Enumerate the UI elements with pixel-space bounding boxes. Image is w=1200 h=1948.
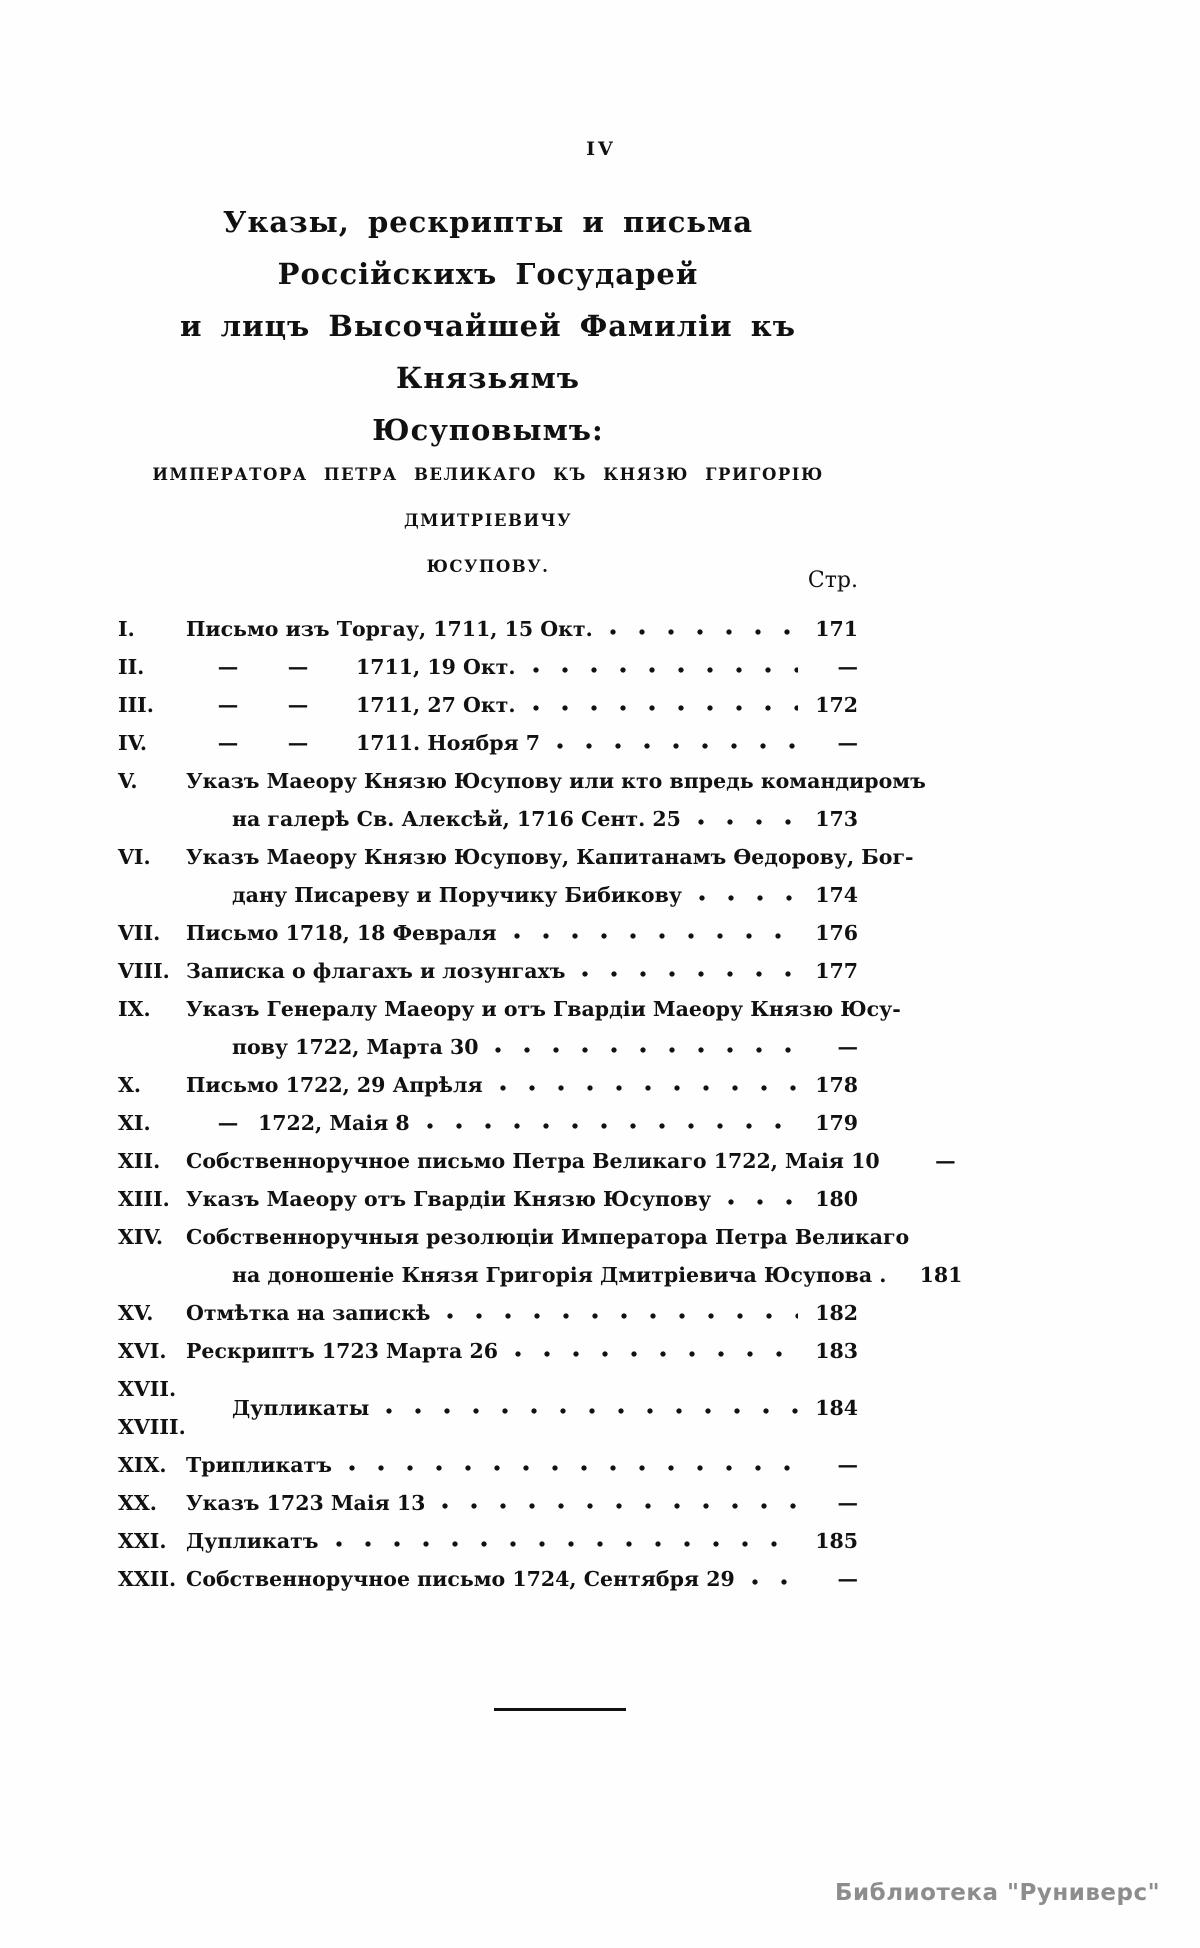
dot-leader <box>441 1502 798 1510</box>
subsection-title-line: ЮСУПОВУ. <box>426 557 550 576</box>
toc-entry-line <box>186 1104 858 1142</box>
toc-entry <box>118 724 858 762</box>
library-watermark: Библиотека "Руниверс" <box>835 1880 1161 1906</box>
toc-entry-line <box>186 1028 858 1066</box>
toc-entry-title: на доношеніе Князя Григорія Дмитріевича Юсупова . <box>232 1263 887 1287</box>
toc-entry-numeral <box>118 838 186 914</box>
toc-entry-page: 174 <box>815 883 858 907</box>
toc-entry-title: на галерѣ Св. Алексѣй, 1716 Сент. 25 <box>232 807 681 831</box>
toc-entry-line <box>186 762 926 800</box>
roman-numeral: XVIII. <box>118 1415 186 1439</box>
toc-entry-title: Указъ Маеору отъ Гвардіи Князю Юсупову <box>186 1187 712 1211</box>
toc-entry-numeral <box>118 1104 186 1142</box>
roman-numeral: XV. <box>118 1301 154 1325</box>
toc-entry-page: 180 <box>815 1187 858 1211</box>
toc-entry <box>118 1294 858 1332</box>
toc-entry-body <box>186 1066 858 1104</box>
toc-entry-title: Письмо 1722, 29 Апрѣля <box>186 1073 483 1097</box>
toc-entry-page: — <box>837 655 858 679</box>
roman-numeral: XXII. <box>118 1567 177 1591</box>
ditto-dash: — <box>217 655 239 679</box>
toc-entry-body <box>186 952 858 990</box>
toc-entry <box>118 1142 956 1180</box>
toc-entry <box>118 1560 858 1598</box>
roman-numeral: VI. <box>118 845 151 869</box>
toc-entry-numeral <box>118 1142 186 1180</box>
toc-entry-numeral <box>118 1294 186 1332</box>
section-title-line: Указы, рескрипты и письма Россійскихъ Государей <box>222 205 754 291</box>
toc-entry-page: — <box>935 1149 956 1173</box>
toc-entry-numeral <box>118 990 186 1066</box>
toc-entry-page: 173 <box>815 807 858 831</box>
toc-entry-title: Записка о флагахъ и лозунгахъ <box>186 959 566 983</box>
toc-entry-body <box>186 724 858 762</box>
roman-numeral: XIV. <box>118 1225 163 1249</box>
toc-entry-numeral <box>118 1522 186 1560</box>
dot-leader <box>532 666 799 674</box>
toc-entry-page: — <box>837 1567 858 1591</box>
toc-entry-title: Собственноручныя резолюціи Императора Петра Великаго <box>186 1225 910 1249</box>
toc-entry-line <box>186 1294 858 1332</box>
dot-leader <box>532 704 799 712</box>
toc-entry-numeral <box>118 1218 186 1294</box>
dot-leader <box>513 932 798 940</box>
toc-entry-numeral <box>118 1484 186 1522</box>
toc-entry <box>118 1446 858 1484</box>
dot-leader <box>556 742 798 750</box>
toc-entry-page: 184 <box>815 1396 858 1420</box>
toc-entry-body <box>186 1180 858 1218</box>
toc-entry <box>118 1522 858 1560</box>
toc-entry-title: 1722, Маія 8 <box>258 1111 410 1135</box>
roman-numeral: V. <box>118 769 138 793</box>
toc-entry-line <box>186 1332 858 1370</box>
toc-entry <box>118 1484 858 1522</box>
toc-entry-body <box>186 1446 858 1484</box>
dot-leader <box>499 1084 798 1092</box>
page-column-header: Стр. <box>807 568 858 593</box>
toc-entry-title: Дупликаты <box>232 1396 370 1420</box>
toc-entry-title: 1711, 19 Окт. <box>356 655 516 679</box>
toc-entry <box>118 686 858 724</box>
roman-numeral: XIII. <box>118 1187 170 1211</box>
divider-rule <box>494 1708 626 1711</box>
toc-entry <box>118 914 858 952</box>
toc-entry-body <box>186 1560 858 1598</box>
dot-leader <box>514 1350 798 1358</box>
toc-entry-numeral <box>118 952 186 990</box>
toc-entry-page: 179 <box>815 1111 858 1135</box>
dot-leader <box>385 1407 798 1415</box>
roman-numeral: I. <box>118 617 135 641</box>
toc-entry-title: Собственноручное письмо 1724, Сентября 29 <box>186 1567 735 1591</box>
toc-entry-line <box>186 1560 858 1598</box>
toc-entry-page: 176 <box>815 921 858 945</box>
toc-entry <box>118 610 858 648</box>
toc-entry-numeral <box>118 1446 186 1484</box>
toc-entry-body <box>186 648 858 686</box>
toc-entry-body <box>186 914 858 952</box>
toc-entry-title: 1711, 27 Окт. <box>356 693 516 717</box>
toc-entry-line <box>186 1446 858 1484</box>
toc-entry <box>118 1066 858 1104</box>
toc-entry-title: Собственноручное письмо Петра Великаго 1722, Маія 10 <box>186 1149 880 1173</box>
toc-entry <box>118 838 914 914</box>
roman-numeral: XVII. <box>118 1377 177 1401</box>
toc-entry-numeral <box>118 762 186 838</box>
toc-entry-body <box>186 1294 858 1332</box>
roman-numeral: IV. <box>118 731 148 755</box>
toc-entry <box>118 952 858 990</box>
folio-page-number: IV <box>586 138 616 160</box>
toc-entry-line <box>186 952 858 990</box>
ditto-dash: — <box>217 1111 239 1135</box>
dot-leader <box>751 1578 798 1586</box>
toc-entry-title: Указъ Генералу Маеору и отъ Гвардіи Маеору Князю Юсу- <box>186 997 901 1021</box>
dot-leader <box>698 894 798 902</box>
ditto-dash: — <box>287 693 309 717</box>
toc-entry <box>118 1218 963 1294</box>
section-title-line: Юсуповымъ: <box>372 413 604 447</box>
toc-entry-numeral <box>118 648 186 686</box>
roman-numeral: XIX. <box>118 1453 167 1477</box>
dot-leader <box>697 818 798 826</box>
roman-numeral: VIII. <box>118 959 170 983</box>
table-of-contents <box>118 610 963 1598</box>
toc-entry-title: пову 1722, Марта 30 <box>232 1035 479 1059</box>
toc-entry-numeral <box>118 686 186 724</box>
toc-entry <box>118 1370 858 1446</box>
dot-leader <box>727 1198 798 1206</box>
toc-entry-numeral <box>118 1066 186 1104</box>
toc-entry-title: Отмѣтка на запискѣ <box>186 1301 431 1325</box>
toc-entry-title: Письмо 1718, 18 Февраля <box>186 921 497 945</box>
toc-entry-page: — <box>837 731 858 755</box>
toc-entry-line <box>186 838 914 876</box>
toc-entry <box>118 1332 858 1370</box>
section-title-line: и лицъ Высочайшей Фамиліи къ Князьямъ <box>180 309 796 395</box>
toc-entry-numeral <box>118 1180 186 1218</box>
toc-entry-line <box>186 1218 910 1256</box>
toc-entry-body <box>186 1332 858 1370</box>
roman-numeral: XII. <box>118 1149 161 1173</box>
toc-entry-line <box>186 610 858 648</box>
toc-entry-line <box>186 914 858 952</box>
toc-entry-line <box>186 1256 963 1294</box>
toc-entry-body <box>186 1142 956 1180</box>
toc-entry-page: — <box>837 1453 858 1477</box>
toc-entry-title: дану Писареву и Поручику Бибикову <box>232 883 682 907</box>
toc-entry-title: Указъ Маеору Князю Юсупову или кто впредь командиромъ <box>186 769 926 793</box>
ditto-dash: — <box>217 731 239 755</box>
toc-entry <box>118 762 926 838</box>
dot-leader <box>446 1312 798 1320</box>
dot-leader <box>494 1046 798 1054</box>
toc-entry-body <box>186 1104 858 1142</box>
toc-entry-numeral <box>118 724 186 762</box>
toc-entry-line <box>186 1066 858 1104</box>
roman-numeral: XXI. <box>118 1529 167 1553</box>
toc-entry-line <box>186 876 858 914</box>
dot-leader <box>426 1122 798 1130</box>
ditto-dash: — <box>217 693 239 717</box>
toc-entry-title: Указъ 1723 Маія 13 <box>186 1491 426 1515</box>
toc-entry-body <box>186 1522 858 1560</box>
toc-entry-page: 171 <box>815 617 858 641</box>
toc-entry-title: 1711. Ноября 7 <box>356 731 541 755</box>
toc-entry-numeral <box>118 610 186 648</box>
toc-entry-body <box>186 1484 858 1522</box>
roman-numeral: IX. <box>118 997 151 1021</box>
roman-numeral: II. <box>118 655 145 679</box>
section-title <box>118 196 858 456</box>
roman-numeral: VII. <box>118 921 161 945</box>
roman-numeral: III. <box>118 693 154 717</box>
toc-entry-line <box>186 686 858 724</box>
toc-entry-body <box>186 762 926 838</box>
toc-entry-title: Рескриптъ 1723 Марта 26 <box>186 1339 499 1363</box>
toc-entry-body <box>186 1218 963 1294</box>
toc-entry-title: Указъ Маеору Князю Юсупову, Капитанамъ Ѳедорову, Бог- <box>186 845 914 869</box>
toc-entry-title: Дупликатъ <box>186 1529 319 1553</box>
toc-entry-line <box>186 1522 858 1560</box>
ditto-dash: — <box>287 731 309 755</box>
toc-entry <box>118 648 858 686</box>
roman-numeral: XX. <box>118 1491 157 1515</box>
toc-entry-numeral <box>118 1560 186 1598</box>
toc-entry <box>118 1180 858 1218</box>
toc-entry-line <box>186 800 858 838</box>
toc-entry-line <box>186 990 901 1028</box>
dot-leader <box>348 1464 798 1472</box>
toc-entry-line <box>186 1180 858 1218</box>
roman-numeral: XVI. <box>118 1339 167 1363</box>
toc-entry-line <box>186 648 858 686</box>
toc-entry-line <box>186 1389 858 1427</box>
subsection-title-line: ИМПЕРАТОРА ПЕТРА ВЕЛИКАГО КЪ КНЯЗЮ ГРИГОРІЮ ДМИТРІЕВИЧУ <box>152 465 824 530</box>
toc-entry-numeral <box>118 1332 186 1370</box>
toc-entry-line <box>186 724 858 762</box>
dot-leader <box>581 970 798 978</box>
roman-numeral: X. <box>118 1073 142 1097</box>
toc-entry-page: 185 <box>815 1529 858 1553</box>
roman-numeral: XI. <box>118 1111 151 1135</box>
toc-entry-line <box>186 1484 858 1522</box>
toc-entry-page: 183 <box>815 1339 858 1363</box>
toc-entry-body <box>186 838 914 914</box>
toc-entry-line <box>186 1142 956 1180</box>
toc-entry-page: 178 <box>815 1073 858 1097</box>
toc-entry-body <box>186 686 858 724</box>
toc-entry-page: — <box>837 1035 858 1059</box>
ditto-dash: — <box>287 655 309 679</box>
toc-entry-page: 177 <box>815 959 858 983</box>
toc-entry-title: Письмо изъ Торгау, 1711, 15 Окт. <box>186 617 593 641</box>
toc-entry-title: Трипликатъ <box>186 1453 332 1477</box>
toc-entry-page: — <box>837 1491 858 1515</box>
toc-entry-body <box>186 990 901 1066</box>
toc-entry-body <box>186 1370 858 1446</box>
toc-entry-numeral <box>118 1370 186 1446</box>
dot-leader <box>609 628 798 636</box>
toc-entry-body <box>186 610 858 648</box>
toc-entry-numeral <box>118 914 186 952</box>
toc-entry-page: 172 <box>815 693 858 717</box>
toc-entry-page: 181 <box>919 1263 963 1287</box>
toc-entry <box>118 1104 858 1142</box>
dot-leader <box>335 1540 798 1548</box>
toc-entry <box>118 990 901 1066</box>
toc-entry-page: 182 <box>815 1301 858 1325</box>
